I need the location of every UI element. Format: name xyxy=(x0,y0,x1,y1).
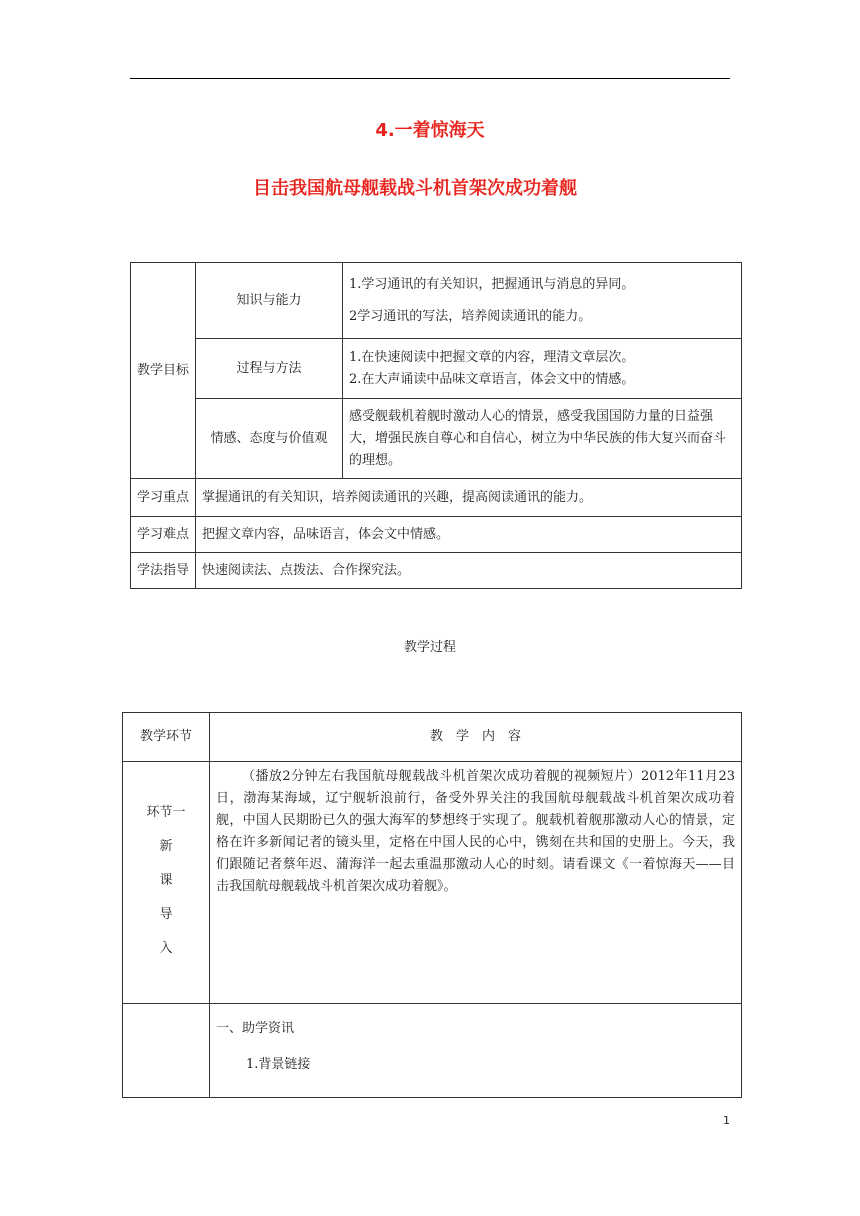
stage1-cell xyxy=(123,762,210,1004)
header-stage: 教学环节 xyxy=(123,713,210,762)
process-item-1: 1.在快速阅读中把握文章的内容，理清文章层次。 xyxy=(349,349,635,365)
stage1-line-4: 导 xyxy=(159,907,173,922)
page-number: 1 xyxy=(723,1114,730,1127)
stage2-content xyxy=(210,1004,742,1098)
stage2-cell xyxy=(123,1004,210,1098)
stage2-item-1: 一、助学资讯 xyxy=(216,1021,295,1036)
page-subtitle: 目击我国航母舰载战斗机首架次成功着舰 xyxy=(253,178,577,199)
methods-content: 快速阅读法、点拨法、合作探究法。 xyxy=(196,553,742,589)
stage1-line-1: 环节一 xyxy=(146,805,186,820)
goals-row-label: 教学目标 xyxy=(131,263,196,479)
knowledge-item-1: 1.学习通讯的有关知识，把握通讯与消息的异同。 xyxy=(349,276,635,292)
methods-label: 学法指导 xyxy=(131,553,196,589)
page-title: 4.一着惊海天 xyxy=(375,120,485,141)
knowledge-item-2: 2学习通讯的写法，培养阅读通讯的能力。 xyxy=(349,308,592,324)
emotion-content: 感受舰载机着舰时激动人心的情景，感受我国国防力量的日益强大，增强民族自尊心和自信心，树立为中华民族的伟大复兴而奋斗的理想。 xyxy=(343,399,742,479)
process-content xyxy=(343,339,742,399)
header-content: 教 学 内 容 xyxy=(210,713,742,762)
difficulties-content: 把握文章内容，品味语言，体会文中情感。 xyxy=(196,517,742,553)
process-item-2: 2.在大声诵读中品味文章语言，体会文中的情感。 xyxy=(349,371,635,387)
knowledge-label: 知识与能力 xyxy=(196,263,343,339)
stage1-line-3: 课 xyxy=(159,873,173,888)
header-rule xyxy=(130,78,730,79)
stage2-item-2: 1.背景链接 xyxy=(246,1057,311,1072)
stage1-line-2: 新 xyxy=(159,839,173,854)
stage1-line-5: 入 xyxy=(159,941,173,956)
process-label: 过程与方法 xyxy=(196,339,343,399)
teaching-process-table xyxy=(122,712,742,1098)
difficulties-label: 学习难点 xyxy=(131,517,196,553)
emotion-label: 情感、态度与价值观 xyxy=(196,399,343,479)
teaching-goals-table xyxy=(130,262,742,589)
key-points-label: 学习重点 xyxy=(131,479,196,517)
stage1-paragraph: （播放2分钟左右我国航母舰载战斗机首架次成功着舰的视频短片）2012年11月23日，渤海某海域，辽宁舰斩浪前行，备受外界关注的我国航母舰载战斗机首架次成功着舰，中国人民期盼已久的强大海军的梦想终于实现了。舰载机着舰那激动人心的情景，定格在许多新闻记者的镜头里，定格在中国人民的心中，镌刻在共和国的史册上。今天，我们跟随记者蔡年迟、蒲海洋一起去重温那激动人心的时刻。请看课文《一着惊海天——目击我国航母舰载战斗机首架次成功着舰》。 xyxy=(216,769,735,894)
knowledge-content xyxy=(343,263,742,339)
section-heading: 教学过程 xyxy=(403,640,456,655)
key-points-content: 掌握通讯的有关知识，培养阅读通讯的兴趣，提高阅读通讯的能力。 xyxy=(196,479,742,517)
stage1-content xyxy=(210,762,742,1004)
